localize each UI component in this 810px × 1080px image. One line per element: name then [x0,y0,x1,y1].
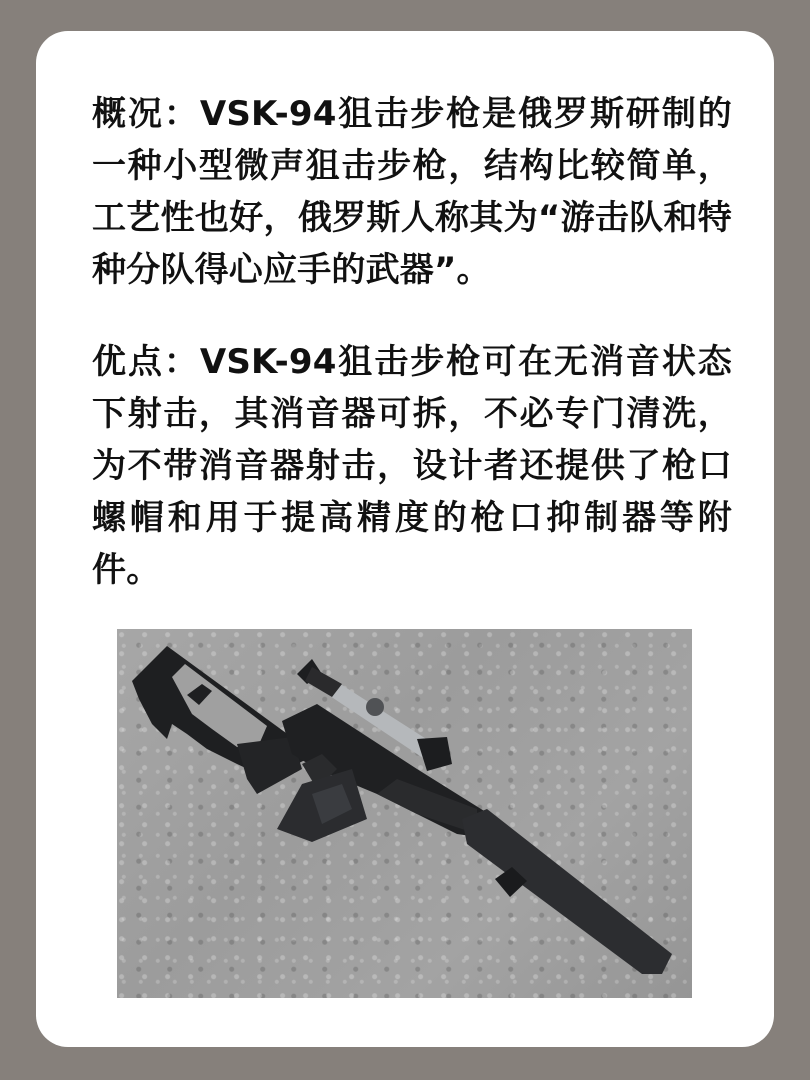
content-card [36,31,774,1047]
overview-paragraph: 概况：VSK-94狙击步枪是俄罗斯研制的一种小型微声狙击步枪，结构比较简单，工艺性也好，俄罗斯人称其为“游击队和特种分队得心应手的武器”。 [92,94,732,290]
rifle-illustration-icon [117,629,692,998]
rifle-photo [117,629,692,998]
advantages-paragraph: 优点：VSK-94狙击步枪可在无消音状态下射击，其消音器可拆，不必专门清洗，为不带消音器射击，设计者还提供了枪口螺帽和用于提高精度的枪口抑制器等附件。 [92,342,732,590]
